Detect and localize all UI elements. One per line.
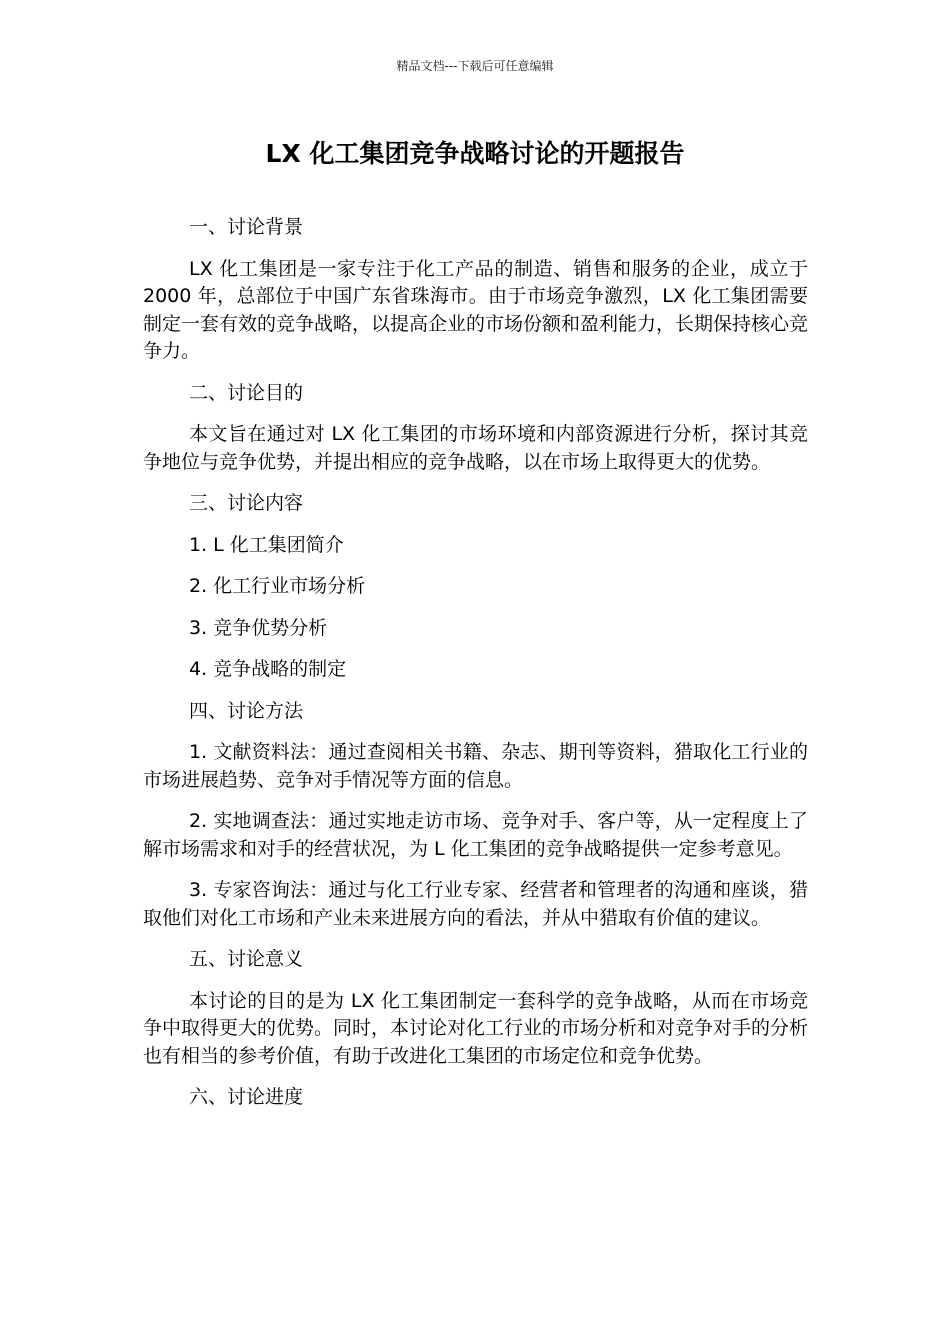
content-item-4: 4. 竞争战略的制定 [189,658,347,680]
section-heading-progress: 六、讨论进度 [189,1086,304,1108]
document-title: LX 化工集团竞争战略讨论的开题报告 [265,139,685,168]
section-heading-content: 三、讨论内容 [189,492,304,514]
content-item-2: 2. 化工行业市场分析 [189,575,366,597]
paragraph-significance: 本讨论的目的是为 LX 化工集团制定一套科学的竞争战略，从而在市场竞争中取得更大的优势。同时，本讨论对化工行业的市场分析和对竞争对手的分析也有相当的参考价值，有助于改进化工集团的市场定位和竞争优势。 [143,989,809,1067]
section-heading-background: 一、讨论背景 [189,216,304,238]
section-heading-methods: 四、讨论方法 [189,699,304,722]
paragraph-background: LX 化工集团是一家专注于化工产品的制造、销售和服务的企业，成立于 2000 年，总部位于中国广东省珠海市。由于市场竞争激烈，LX 化工集团需要制定一套有效的竞争战略，以提高企业的市场份额和盈利能力，长期保持核心竞争力。 [143,257,809,362]
method-item-3: 3. 专家咨询法：通过与化工行业专家、经营者和管理者的沟通和座谈，猎取他们对化工市场和产业未来进展方向的看法，并从中猎取有价值的建议。 [143,879,808,929]
paragraph-purpose: 本文旨在通过对 LX 化工集团的市场环境和内部资源进行分析，探讨其竞争地位与竞争优势，并提出相应的竞争战略，以在市场上取得更大的优势。 [143,423,808,473]
section-heading-significance: 五、讨论意义 [189,948,304,970]
section-heading-purpose: 二、讨论目的 [189,381,304,404]
content-item-3: 3. 竞争优势分析 [189,616,328,639]
method-item-1: 1. 文献资料法：通过查阅相关书籍、杂志、期刊等资料，猎取化工行业的市场进展趋势、竞争对手情况等方面的信息。 [143,741,808,791]
header-note: 精品文档---下载后可任意编辑 [396,59,554,73]
method-item-2: 2. 实地调查法：通过实地走访市场、竞争对手、客户等，从一定程度上了解市场需求和对手的经营状况，为 L 化工集团的竞争战略提供一定参考意见。 [143,810,808,860]
document-body [143,214,808,1126]
content-item-1: 1. L 化工集团简介 [189,533,344,556]
